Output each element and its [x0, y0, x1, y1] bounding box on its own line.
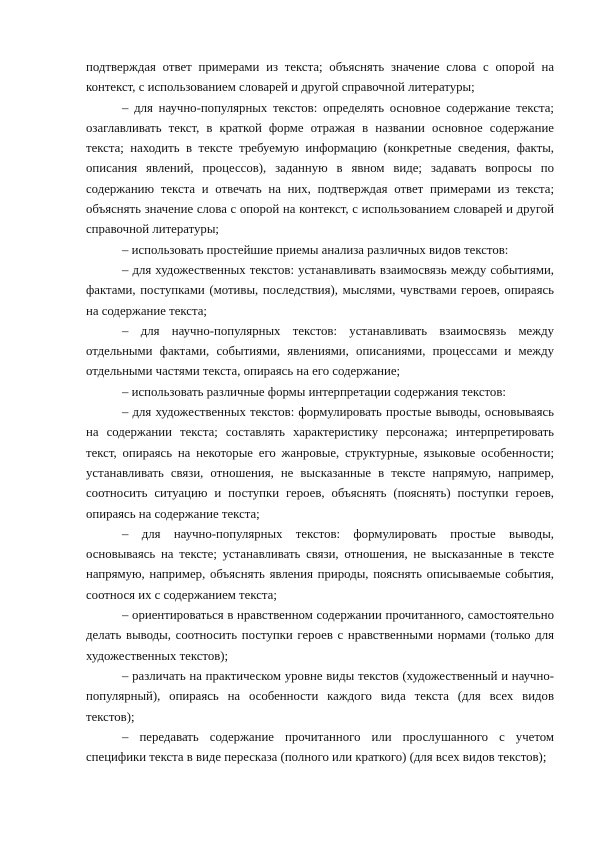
paragraph-moral-content: – ориентироваться в нравственном содержании прочитанного, самостоятельно делать выводы, соотносить поступки героев с нравственными нормами (только для художественных текстов);	[86, 608, 554, 663]
paragraph-retelling: – передавать содержание прочитанного или прослушанного с учетом специфики текста в виде пересказа (полного или краткого) (для всех видов текстов);	[86, 729, 554, 765]
paragraph-fiction-relations: – для художественных текстов: устанавливать взаимосвязь между событиями, фактами, поступками (мотивы, последствия), мыслями, чувствами героев, опираясь на содержание текста;	[86, 262, 554, 318]
paragraph-popular-science-conclusions: – для научно-популярных текстов: формулировать простые выводы, основываясь на тексте; устанавливать связи, отношения, не высказанные в тексте напрямую, например, объяснять явления природы, пояснять описываемые события, соотнося их с содержанием текста;	[86, 526, 554, 602]
paragraph-interpretation-forms: – использовать различные формы интерпретации содержания текстов:	[122, 384, 506, 399]
paragraph-fiction-conclusions: – для художественных текстов: формулировать простые выводы, основываясь на содержании текста; составлять характеристику персонажа; интерпретировать текст, опираясь на некоторые его жанровые, структурные, языковые особенности; устанавливать связи, отношения, не высказанные в тексте напрямую, например, соотносить ситуацию и поступки героев, объяснять (пояснять) поступки героев, опираясь на содержание текста;	[86, 405, 554, 521]
paragraph-continuation: подтверждая ответ примерами из текста; объяснять значение слова с опорой на контекст, с использованием словарей и другой справочной литературы;	[86, 60, 554, 95]
document-page	[86, 57, 554, 767]
paragraph-text-types: – различать на практическом уровне виды текстов (художественный и научно-популярный), опираясь на особенности каждого вида текста (для всех видов текстов);	[86, 668, 554, 724]
paragraph-analysis-techniques: – использовать простейшие приемы анализа различных видов текстов:	[122, 242, 509, 257]
paragraph-popular-science-relations: – для научно-популярных текстов: устанавливать взаимосвязь между отдельными фактами, событиями, явлениями, описаниями, процессами и между отдельными частями текста, опираясь на его содержание;	[86, 323, 554, 379]
paragraph-popular-science-content: – для научно-популярных текстов: определять основное содержание текста; озаглавливать текст, в краткой форме отражая в названии основное содержание текста; находить в тексте требуемую информацию (конкретные сведения, факты, описания явлений, процессов), заданную в явном виде; задавать вопросы по содержанию текста и отвечать на них, подтверждая ответ примерами из текста; объяснять значение слова с опорой на контекст, с использованием словарей и другой справочной литературы;	[86, 100, 554, 237]
